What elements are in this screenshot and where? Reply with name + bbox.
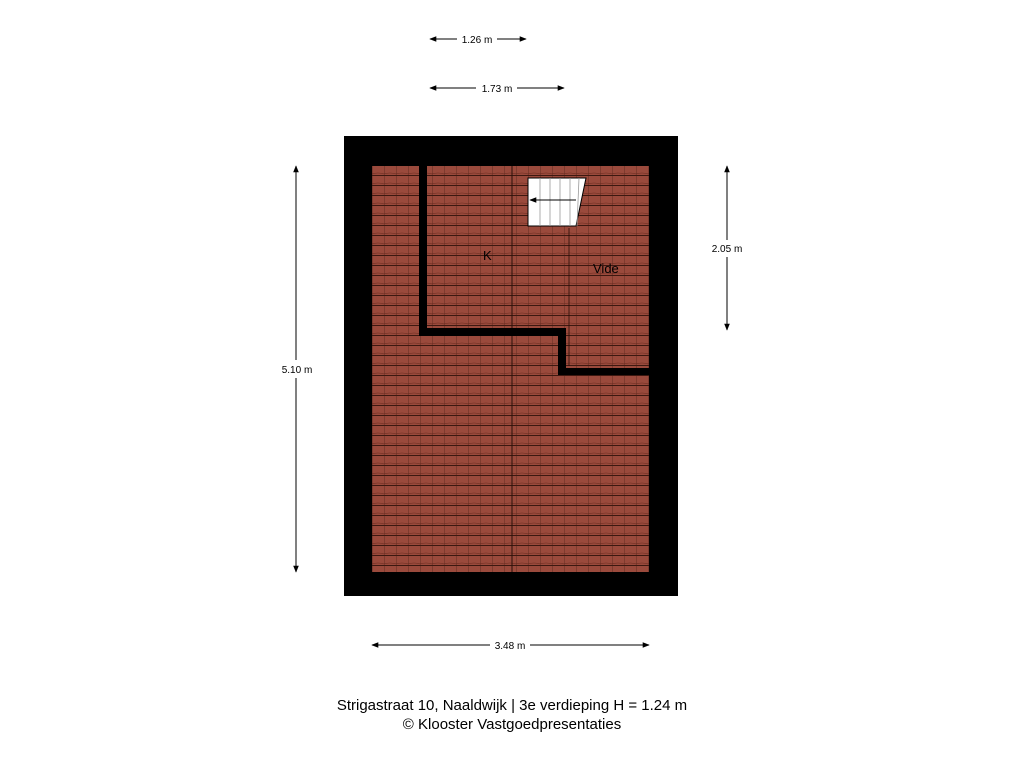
- dimension-right: [712, 166, 743, 330]
- svg-text:1.26 m: 1.26 m: [461, 35, 493, 46]
- room-label-vide: Vide: [593, 261, 619, 276]
- svg-text:1.73 m: 1.73 m: [481, 84, 513, 95]
- svg-text:5.10 m: 5.10 m: [281, 365, 313, 376]
- dimension-top-1: [430, 35, 526, 46]
- dimension-left: [282, 166, 313, 572]
- svg-text:2.05 m: 2.05 m: [711, 244, 743, 255]
- dimension-top-2: [430, 84, 564, 95]
- caption-copyright: © Klooster Vastgoedpresentaties: [402, 716, 622, 733]
- svg-text:3.48 m: 3.48 m: [494, 641, 526, 652]
- stair: [528, 178, 586, 226]
- room-label-k: K: [483, 248, 492, 263]
- dimension-bottom: [372, 641, 649, 652]
- caption-address: Strigastraat 10, Naaldwijk | 3e verdieping H = 1.24 m: [336, 697, 688, 714]
